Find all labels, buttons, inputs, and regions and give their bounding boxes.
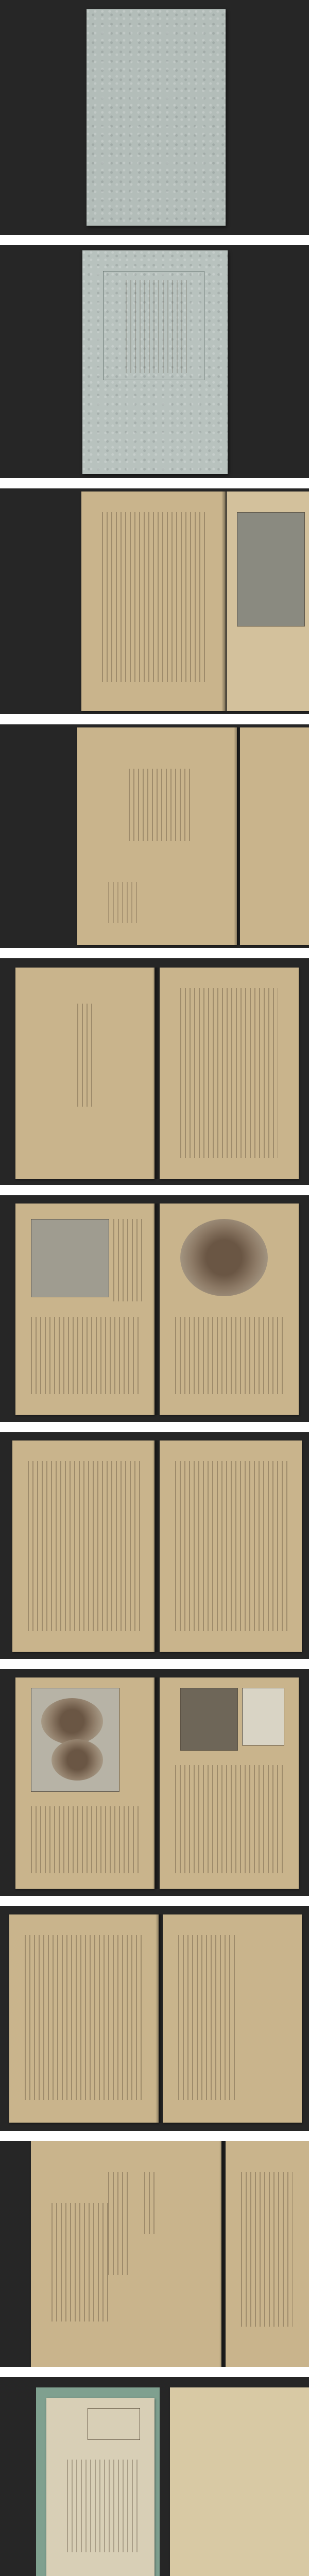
title-lines: [126, 280, 187, 373]
right-page: [226, 2141, 309, 2367]
photo-title-page: [0, 245, 309, 478]
illustration: [180, 1688, 238, 1751]
illustration: [31, 1219, 109, 1297]
left-page: [15, 968, 154, 1179]
text-column: [175, 1765, 283, 1873]
text-column: [31, 1317, 139, 1394]
right-page: [160, 1204, 299, 1415]
photo-colophon-spread: [0, 2141, 309, 2367]
text-column: [144, 2172, 154, 2234]
photo-inside-back-cover: [0, 2377, 309, 2576]
text-column: [175, 1461, 288, 1631]
left-page: [15, 1677, 154, 1889]
right-page: [160, 1677, 299, 1889]
left-page: [9, 1914, 159, 2123]
text-column: [67, 2460, 139, 2552]
text-column: [28, 1461, 141, 1631]
text-column: [113, 1219, 144, 1301]
book-cover: [87, 9, 226, 226]
illustration: [242, 1688, 284, 1745]
photo-frontispiece-spread: [0, 488, 309, 714]
photo-front-cover: [0, 0, 309, 235]
left-page: [12, 1440, 154, 1652]
text-column: [180, 988, 278, 1158]
photo-contents-spread: [0, 958, 309, 1185]
colophon-page: [46, 2398, 154, 2576]
text-column: [241, 2172, 293, 2327]
text-column: [102, 512, 205, 682]
photo-illustration-spread: [0, 1195, 309, 1422]
left-page: [15, 1204, 154, 1415]
right-page: [170, 2387, 309, 2576]
seal-box: [88, 2408, 140, 2440]
left-page: [77, 727, 237, 945]
text-column: [25, 1935, 143, 2100]
right-page: [160, 968, 299, 1179]
photo-preface-spread: [0, 724, 309, 948]
specimen-image: [180, 1219, 268, 1296]
right-page: [227, 492, 309, 711]
right-page: [160, 1440, 302, 1652]
left-page: [81, 492, 226, 711]
photo-text-spread: [0, 1432, 309, 1659]
photo-illustration-spread: [0, 1669, 309, 1896]
specimen-image: [52, 1739, 103, 1781]
photo-text-spread: [0, 1906, 309, 2131]
text-column: [129, 769, 191, 841]
specimen-image: [41, 1698, 103, 1744]
text-column: [108, 2172, 129, 2275]
title-page: [82, 250, 228, 474]
left-page: [31, 2141, 221, 2367]
text-column: [175, 1317, 283, 1394]
text-column: [178, 1935, 235, 2100]
text-column: [77, 1004, 93, 1107]
frontispiece-photo: [237, 512, 305, 626]
text-column: [108, 882, 139, 923]
right-page: [240, 727, 309, 945]
right-page: [163, 1914, 302, 2123]
text-column: [52, 2203, 108, 2321]
text-column: [31, 1806, 139, 1873]
